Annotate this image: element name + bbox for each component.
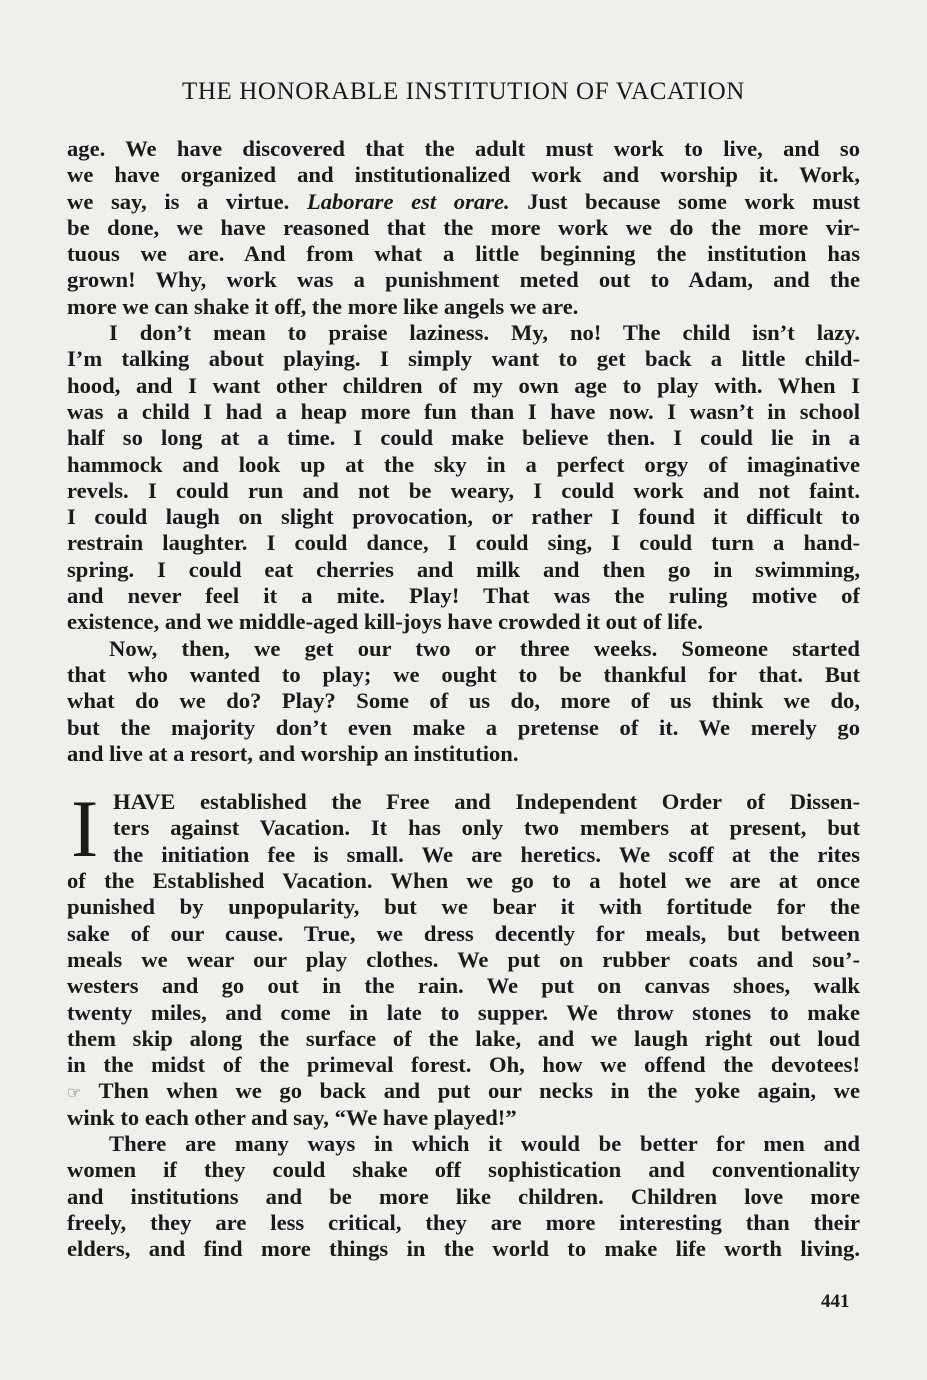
- page-number: 441: [821, 1291, 850, 1312]
- text-line: the initiation fee is small. We are heretics. We scoff at the rites: [113, 841, 860, 867]
- text-line: elders, and find more things in the world to make life worth living.: [67, 1236, 860, 1262]
- paragraph-3: [67, 636, 860, 767]
- text-line: half so long at a time. I could make believe then. I could lie in a: [67, 425, 860, 451]
- text-line: was a child I had a heap more fun than I have now. I wasn’t in school: [67, 398, 860, 424]
- text-line: be done, we have reasoned that the more work we do the more vir-: [67, 214, 860, 240]
- text-line: punished by unpopularity, but we bear it with fortitude for the: [67, 894, 860, 920]
- paragraph-5: [67, 1131, 860, 1262]
- paragraph-2: [67, 320, 860, 636]
- text-line: and institutions and be more like children. Children love more: [67, 1183, 860, 1209]
- text-line: hood, and I want other children of my own age to play with. When I: [67, 372, 860, 398]
- text-line: I’m talking about playing. I simply want to get back a little child-: [67, 346, 860, 372]
- paragraph-1: [67, 136, 860, 320]
- text-line: I could laugh on slight provocation, or rather I found it difficult to: [67, 504, 860, 530]
- paragraph-4: [67, 783, 860, 1131]
- text-line: we say, is a virtue. Laborare est orare. Just because some work must: [67, 188, 860, 214]
- body-text: [67, 136, 860, 1262]
- text-line: we have organized and institutionalized work and worship it. Work,: [67, 162, 860, 188]
- text-line-with-mark: [67, 1078, 860, 1104]
- text-line: twenty miles, and come in late to supper. We throw stones to make: [67, 999, 860, 1025]
- running-title: THE HONORABLE INSTITUTION OF VACATION: [182, 78, 745, 105]
- text-line: age. We have discovered that the adult must work to live, and so: [67, 136, 860, 161]
- drop-cap: I: [71, 783, 99, 875]
- text-line: spring. I could eat cherries and milk and then go in swimming,: [67, 556, 860, 582]
- text-line: I don’t mean to praise laziness. My, no! The child isn’t lazy.: [109, 320, 860, 346]
- text-line: that who wanted to play; we ought to be thankful for that. But: [67, 661, 860, 687]
- latin-phrase: Laborare est orare.: [306, 188, 510, 214]
- text-line: wink to each other and say, “We have played!”: [67, 1104, 517, 1130]
- text-line: existence, and we middle-aged kill-joys have crowded it out of life.: [67, 609, 703, 635]
- text-line: Now, then, we get our two or three weeks. Someone started: [109, 635, 860, 661]
- text-line: Then when we go back and put our necks in the yoke again, we: [98, 1078, 860, 1104]
- text-line: grown! Why, work was a punishment meted out to Adam, and the: [67, 267, 860, 293]
- text-line: HAVE established the Free and Independent Order of Dissen-: [113, 789, 860, 815]
- text-line: and never feel it a mite. Play! That was the ruling motive of: [67, 583, 860, 609]
- text-line: westers and go out in the rain. We put on canvas shoes, walk: [67, 973, 860, 999]
- text-line: ters against Vacation. It has only two members at present, but: [113, 815, 860, 841]
- text-line: revels. I could run and not be weary, I could work and not faint.: [67, 477, 860, 503]
- text-line: meals we wear our play clothes. We put on rubber coats and sou’-: [67, 946, 860, 972]
- text-line: tuous we are. And from what a little beginning the institution has: [67, 241, 860, 267]
- text-line: women if they could shake off sophistication and conventionality: [67, 1157, 860, 1183]
- text-line: more we can shake it off, the more like angels we are.: [67, 293, 579, 319]
- text-line: hammock and look up at the sky in a perfect orgy of imaginative: [67, 451, 860, 477]
- pointing-hand-icon: ☞: [67, 1085, 82, 1103]
- text-line: in the midst of the primeval forest. Oh, how we offend the devotees!: [67, 1052, 860, 1078]
- text-line: of the Established Vacation. When we go to a hotel we are at once: [67, 868, 860, 894]
- text-line: sake of our cause. True, we dress decently for meals, but between: [67, 920, 860, 946]
- text-line: There are many ways in which it would be better for men and: [109, 1130, 860, 1156]
- text-line: but the majority don’t even make a pretense of it. We merely go: [67, 714, 860, 740]
- text-line: restrain laughter. I could dance, I could sing, I could turn a hand-: [67, 530, 860, 556]
- text-line: and live at a resort, and worship an institution.: [67, 740, 519, 766]
- text-line: them skip along the surface of the lake, and we laugh right out loud: [67, 1025, 860, 1051]
- text-line: freely, they are less critical, they are more interesting than their: [67, 1209, 860, 1235]
- text-line: what do we do? Play? Some of us do, more of us think we do,: [67, 688, 860, 714]
